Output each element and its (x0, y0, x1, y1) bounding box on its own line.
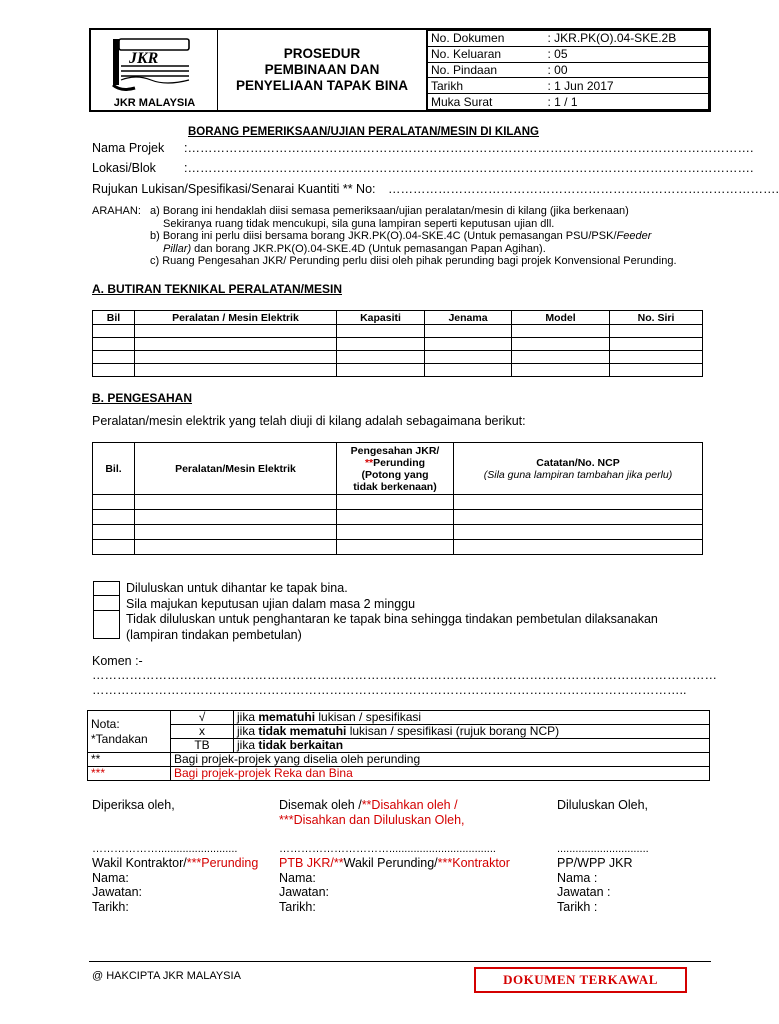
table-cell[interactable] (337, 540, 454, 555)
field-lokasi[interactable]: :………………………………………………………………………………………………………………………. (184, 161, 754, 175)
table-row (93, 325, 703, 338)
controlled-document-stamp (474, 967, 687, 993)
col-header: Jenama (425, 311, 512, 325)
arahan-label: ARAHAN: (92, 205, 141, 217)
table-row (93, 495, 703, 510)
checkbox-diluluskan[interactable] (93, 581, 120, 596)
table-cell[interactable] (135, 351, 337, 364)
table-cell[interactable] (512, 338, 610, 351)
sign-title: Disemak oleh /**Disahkan oleh / (279, 798, 458, 812)
meta-value: : 1 Jun 2017 (545, 78, 709, 94)
section-b-title: B. PENGESAHAN (92, 391, 193, 405)
nota-table (87, 710, 710, 781)
sign-role: PTB JKR/**Wakil Perunding/***Kontraktor (279, 856, 510, 870)
table-cell[interactable] (337, 351, 425, 364)
arahan-a1: a) Borang ini hendaklah diisi semasa pemeriksaan/ujian peralatan/mesin di kilang (jika berkenaan) (150, 205, 629, 217)
table-cell[interactable] (610, 338, 703, 351)
nota-label: Nota: *Tandakan (88, 711, 171, 753)
table-cell[interactable] (337, 495, 454, 510)
signature-line[interactable]: …………………………................................... (279, 842, 496, 855)
sign-role: PP/WPP JKR (557, 856, 633, 870)
col-header-bil: Bil. (93, 443, 135, 495)
col-header-peralatan: Peralatan/Mesin Elektrik (135, 443, 337, 495)
arahan-c: c) Ruang Pengesahan JKR/ Perunding perlu diisi oleh pihak perunding bagi projek Konvensional Perunding. (150, 255, 677, 267)
meta-label: No. Dokumen (428, 31, 545, 47)
title-line-2: PEMBINAAN DAN (264, 62, 380, 77)
col-header-catatan: Catatan/No. NCP (Sila guna lampiran tambahan jika perlu) (454, 443, 703, 495)
arahan-b1: b) Borang ini perlu diisi bersama borang JKR.PK(O).04-SKE.4C (Untuk pemasangan PSU/PSK/Feeder (150, 230, 652, 242)
table-cell[interactable] (93, 325, 135, 338)
table-cell[interactable] (93, 510, 135, 525)
sign-role: Wakil Kontraktor/***Perunding (92, 856, 259, 870)
table-row (93, 510, 703, 525)
nota-symbol-tb: TB (171, 739, 234, 753)
section-b-table (92, 442, 703, 555)
sign-title-2: ***Disahkan dan Diluluskan Oleh, (279, 812, 465, 827)
table-cell[interactable] (93, 495, 135, 510)
sign-col-diluluskan (557, 798, 707, 914)
checkbox-majukan[interactable] (93, 596, 120, 611)
table-cell[interactable] (135, 525, 337, 540)
table-cell[interactable] (337, 525, 454, 540)
komen-line-2[interactable]: …………………………………………………………………………………………………………………………….. (92, 683, 687, 697)
table-cell[interactable] (512, 325, 610, 338)
table-cell[interactable] (425, 338, 512, 351)
table-cell[interactable] (93, 525, 135, 540)
table-cell[interactable] (425, 364, 512, 377)
nota-row-3: jika tidak berkaitan (234, 739, 710, 753)
nota-symbol-tick: √ (171, 711, 234, 725)
field-rujukan[interactable]: …………………………………………………………………………………. (388, 182, 779, 196)
col-header-pengesahan: Pengesahan JKR/ **Perunding (Potong yang tidak berkenaan) (337, 443, 454, 495)
form-title: BORANG PEMERIKSAAN/UJIAN PERALATAN/MESIN DI KILANG (188, 126, 539, 138)
signature-line[interactable]: .............................. (557, 842, 649, 855)
table-row (93, 338, 703, 351)
nota-symbol-x: x (171, 725, 234, 739)
table-cell[interactable] (93, 540, 135, 555)
komen-line-1[interactable]: …………………………………………………………………………………………………………………………………… (92, 668, 717, 682)
sign-tarikh: Tarikh: (92, 899, 129, 914)
checkbox-tidak-diluluskan[interactable] (93, 611, 120, 639)
table-cell[interactable] (610, 325, 703, 338)
table-cell[interactable] (454, 540, 703, 555)
table-cell[interactable] (454, 525, 703, 540)
sign-jawatan: Jawatan: (279, 885, 330, 899)
section-a-table (92, 310, 703, 377)
col-header: Model (512, 311, 610, 325)
nota-value-2: Bagi projek-projek yang diselia oleh perunding (171, 753, 710, 767)
title-line-1: PROSEDUR (283, 46, 361, 61)
table-cell[interactable] (425, 351, 512, 364)
logo-box (91, 30, 218, 110)
document-header (89, 28, 711, 112)
sign-tarikh: Tarikh: (279, 899, 316, 914)
table-cell[interactable] (135, 325, 337, 338)
footer-divider (89, 961, 711, 962)
meta-label: No. Keluaran (428, 46, 545, 62)
table-row (93, 351, 703, 364)
table-cell[interactable] (610, 351, 703, 364)
label-lokasi: Lokasi/Blok (92, 161, 156, 175)
meta-value: : 05 (545, 46, 709, 62)
table-row (93, 364, 703, 377)
table-cell[interactable] (135, 495, 337, 510)
sign-nama: Nama : (557, 870, 598, 885)
table-cell[interactable] (454, 495, 703, 510)
table-cell[interactable] (135, 540, 337, 555)
table-cell[interactable] (512, 364, 610, 377)
nota-row-1: jika mematuhi lukisan / spesifikasi (234, 711, 710, 725)
meta-value: : 1 / 1 (545, 94, 709, 110)
meta-value: : JKR.PK(O).04-SKE.2B (545, 31, 709, 47)
table-cell[interactable] (337, 338, 425, 351)
table-cell[interactable] (454, 510, 703, 525)
table-cell[interactable] (135, 338, 337, 351)
org-name: JKR MALAYSIA (113, 97, 196, 109)
nota-key-2: ** (88, 753, 171, 767)
table-cell[interactable] (337, 325, 425, 338)
checkbox-labels (126, 581, 658, 643)
section-a-title: A. BUTIRAN TEKNIKAL PERALATAN/MESIN (92, 282, 342, 296)
table-cell[interactable] (337, 510, 454, 525)
document-meta (427, 30, 709, 110)
footer-copyright: @ HAKCIPTA JKR MALAYSIA (92, 970, 241, 982)
table-cell[interactable] (93, 351, 135, 364)
komen-label: Komen :- (92, 654, 143, 668)
nota-value-3: Bagi projek-projek Reka dan Bina (171, 767, 710, 781)
meta-value: : 00 (545, 62, 709, 78)
table-row (93, 525, 703, 540)
field-nama-projek[interactable]: :………………………………………………………………………………………………………………………. (184, 141, 754, 155)
checkbox-group (93, 581, 120, 639)
col-header: Kapasiti (337, 311, 425, 325)
table-cell[interactable] (135, 364, 337, 377)
col-header: No. Siri (610, 311, 703, 325)
stamp-text: DOKUMEN TERKAWAL (503, 972, 658, 987)
sign-jawatan: Jawatan : (557, 885, 611, 899)
nota-row-2: jika tidak mematuhi lukisan / spesifikasi (rujuk borang NCP) (234, 725, 710, 739)
section-b-intro: Peralatan/mesin elektrik yang telah diuji di kilang adalah sebagaimana berikut: (92, 414, 526, 428)
table-cell[interactable] (610, 364, 703, 377)
sign-nama: Nama: (92, 870, 129, 885)
label-nama-projek: Nama Projek (92, 141, 165, 155)
table-cell[interactable] (93, 338, 135, 351)
sign-title: Diperiksa oleh, (92, 798, 175, 812)
checkbox-label-2: Sila majukan keputusan ujian dalam masa 2 minggu (126, 596, 416, 611)
meta-label: No. Pindaan (428, 62, 545, 78)
checkbox-label-3b: (lampiran tindakan pembetulan) (126, 627, 302, 642)
sign-nama: Nama: (279, 870, 316, 885)
meta-label: Muka Surat (428, 94, 545, 110)
signature-line[interactable]: ……………….......................... (92, 842, 238, 855)
table-row (93, 540, 703, 555)
sign-title: Diluluskan Oleh, (557, 798, 649, 812)
title-line-3: PENYELIAAN TAPAK BINA (235, 78, 408, 93)
table-cell[interactable] (135, 510, 337, 525)
table-cell[interactable] (425, 325, 512, 338)
table-cell[interactable] (93, 364, 135, 377)
sign-jawatan: Jawatan: (92, 885, 143, 899)
table-cell[interactable] (512, 351, 610, 364)
col-header: Bil (93, 311, 135, 325)
checkbox-label-1: Diluluskan untuk dihantar ke tapak bina. (126, 581, 348, 595)
document-title (218, 30, 427, 110)
meta-table (427, 30, 709, 110)
logo-text: JKR (129, 50, 159, 67)
checkbox-label-3: Tidak diluluskan untuk penghantaran ke tapak bina sehingga tindakan pembetulan dilaksanakan (126, 612, 658, 626)
nota-key-3: *** (88, 767, 171, 781)
arahan-b2: Pillar) dan borang JKR.PK(O).04-SKE.4D (Untuk pemasangan Papan Agihan). (163, 242, 546, 255)
table-cell[interactable] (337, 364, 425, 377)
sign-tarikh: Tarikh : (557, 899, 598, 914)
arahan-a2: Sekiranya ruang tidak mencukupi, sila guna lampiran seperti keputusan ujian dll. (163, 217, 555, 230)
sign-col-disemak (279, 798, 539, 914)
label-rujukan: Rujukan Lukisan/Spesifikasi/Senarai Kuantiti ** No: (92, 182, 376, 196)
col-header: Peralatan / Mesin Elektrik (135, 311, 337, 325)
sign-col-diperiksa (92, 798, 272, 914)
arahan-text (150, 205, 677, 268)
meta-label: Tarikh (428, 78, 545, 94)
